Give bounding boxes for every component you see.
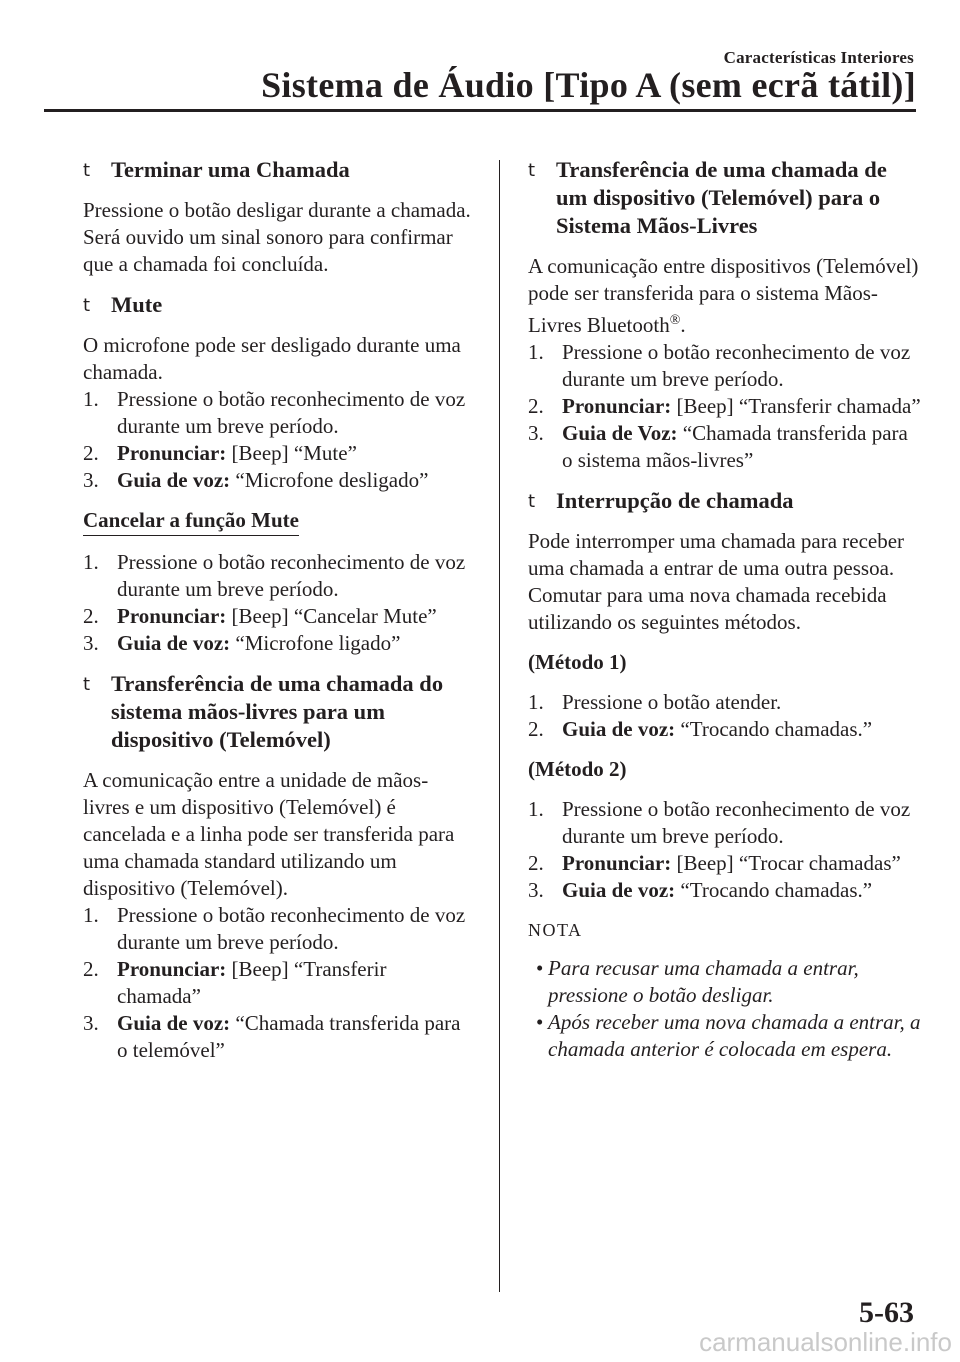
- list-item: [83, 603, 473, 630]
- step-label: Pronunciar:: [117, 604, 227, 628]
- note-heading: NOTA: [528, 920, 583, 940]
- section-title: Transferência de uma chamada de um dispositivo (Telemóvel) para o Sistema Mãos-Livres: [556, 157, 887, 238]
- list-item: [528, 689, 923, 716]
- step-text: [Beep] “Trocar chamadas”: [671, 851, 901, 875]
- step-label: Pronunciar:: [117, 441, 227, 465]
- note-item: [528, 955, 923, 1009]
- step-number: 1.: [528, 797, 544, 821]
- list-item: [83, 549, 473, 603]
- section-heading: [528, 487, 923, 515]
- step-number: 2.: [83, 441, 99, 465]
- section-title: Mute: [111, 292, 163, 317]
- paragraph: Comutar para uma nova chamada recebida utilizando os seguintes métodos.: [528, 583, 887, 634]
- step-number: 3.: [528, 878, 544, 902]
- section-title: Transferência de uma chamada do sistema mãos-livres para um dispositivo (Telemóvel): [111, 671, 444, 752]
- list-item: [528, 877, 923, 904]
- note-text: Para recusar uma chamada a entrar, pressione o botão desligar.: [548, 956, 859, 1007]
- registered-mark: ®: [669, 313, 681, 328]
- list-item: [528, 716, 923, 743]
- steps-list: [83, 386, 473, 494]
- paragraph: A comunicação entre a unidade de mãos-livres e um dispositivo (Telemóvel) é cancelada e a linha pode ser transferida para uma chamada standard utilizando um dispositivo (Telemóvel).: [83, 768, 455, 900]
- page-number: 5-63: [859, 1296, 914, 1329]
- step-number: 1.: [83, 387, 99, 411]
- header-rule: [44, 109, 916, 112]
- paragraph: Pressione o botão desligar durante a chamada. Será ouvido um sinal sonoro para confirmar que a chamada foi concluída.: [83, 198, 471, 276]
- step-label: Guia de voz:: [117, 468, 231, 492]
- step-text: [Beep] “Cancelar Mute”: [226, 604, 437, 628]
- step-text: Pressione o botão reconhecimento de voz durante um breve período.: [117, 550, 466, 601]
- step-text: “Chamada transferida para o telemóvel”: [117, 1011, 461, 1062]
- step-text: Pressione o botão atender.: [562, 690, 782, 714]
- steps-list: [528, 339, 923, 474]
- step-label: Pronunciar:: [562, 394, 672, 418]
- list-item: [528, 393, 923, 420]
- step-number: 2.: [528, 851, 544, 875]
- section-title: Terminar uma Chamada: [111, 157, 350, 182]
- step-number: 2.: [83, 604, 99, 628]
- step-number: 3.: [528, 421, 544, 445]
- step-label: Guia de Voz:: [562, 421, 678, 445]
- step-text: Pressione o botão reconhecimento de voz durante um breve período.: [117, 903, 466, 954]
- steps-list: [528, 689, 923, 743]
- list-item: [528, 339, 923, 393]
- right-column: [528, 156, 923, 1063]
- step-text: [Beep] “Mute”: [226, 441, 357, 465]
- chapter-label: Características Interiores: [723, 48, 914, 67]
- step-label: Pronunciar:: [117, 957, 227, 981]
- step-label: Guia de voz:: [117, 1011, 231, 1035]
- step-label: Guia de voz:: [117, 631, 231, 655]
- step-number: 1.: [528, 340, 544, 364]
- step-text: “Trocando chamadas.”: [675, 717, 873, 741]
- section-marker-icon: t: [83, 160, 91, 181]
- list-item: [528, 796, 923, 850]
- section-heading: [83, 156, 473, 184]
- step-text: “Microfone desligado”: [230, 468, 429, 492]
- list-item: [83, 440, 473, 467]
- note-item: [528, 1009, 923, 1063]
- section-marker-icon: t: [83, 674, 91, 695]
- column-divider: [499, 160, 500, 1292]
- step-text: [Beep] “Transferir chamada”: [671, 394, 921, 418]
- list-item: [83, 1010, 473, 1064]
- watermark: carmanualsonline.info: [699, 1327, 952, 1357]
- step-label: Guia de voz:: [562, 878, 676, 902]
- list-item: [83, 386, 473, 440]
- step-number: 2.: [528, 394, 544, 418]
- list-item: [83, 956, 473, 1010]
- method-heading: (Método 2): [528, 757, 627, 781]
- paragraph-end: .: [680, 313, 686, 337]
- step-number: 2.: [528, 717, 544, 741]
- section-title: Interrupção de chamada: [556, 488, 794, 513]
- list-item: [83, 467, 473, 494]
- section-heading: [83, 670, 473, 754]
- paragraph: Pode interromper uma chamada para receber uma chamada a entrar de uma outra pessoa.: [528, 529, 905, 580]
- paragraph: [528, 253, 923, 339]
- step-number: 1.: [83, 903, 99, 927]
- step-number: 2.: [83, 957, 99, 981]
- step-number: 1.: [83, 550, 99, 574]
- left-column: [83, 156, 473, 1077]
- list-item: [528, 850, 923, 877]
- steps-list: [528, 796, 923, 904]
- step-text: [Beep] “Transferir chamada”: [117, 957, 387, 1008]
- step-label: Guia de voz:: [562, 717, 676, 741]
- step-number: 3.: [83, 468, 99, 492]
- paragraph: O microfone pode ser desligado durante uma chamada.: [83, 333, 461, 384]
- section-marker-icon: t: [528, 491, 536, 512]
- list-item: [83, 630, 473, 657]
- paragraph-text: A comunicação entre dispositivos (Telemóvel) pode ser transferida para o sistema Mãos-Livres Bluetooth: [528, 254, 919, 337]
- step-text: “Trocando chamadas.”: [675, 878, 873, 902]
- section-heading: [83, 291, 473, 319]
- step-label: Pronunciar:: [562, 851, 672, 875]
- step-text: Pressione o botão reconhecimento de voz durante um breve período.: [562, 797, 911, 848]
- section-heading: [528, 156, 923, 240]
- section-marker-icon: t: [528, 160, 536, 181]
- step-text: Pressione o botão reconhecimento de voz durante um breve período.: [562, 340, 911, 391]
- list-item: [83, 902, 473, 956]
- steps-list: [83, 549, 473, 657]
- step-number: 3.: [83, 1011, 99, 1035]
- page-title: Sistema de Áudio [Tipo A (sem ecrã tátil)]: [261, 65, 916, 105]
- bullet-icon: •: [536, 956, 544, 980]
- step-number: 3.: [83, 631, 99, 655]
- step-text: “Microfone ligado”: [230, 631, 401, 655]
- method-heading: (Método 1): [528, 650, 627, 674]
- note-text: Após receber uma nova chamada a entrar, a chamada anterior é colocada em espera.: [548, 1010, 921, 1061]
- step-number: 1.: [528, 690, 544, 714]
- section-marker-icon: t: [83, 295, 91, 316]
- list-item: [528, 420, 923, 474]
- step-text: “Chamada transferida para o sistema mãos-livres”: [562, 421, 908, 472]
- bullet-icon: •: [536, 1010, 544, 1034]
- subheading: Cancelar a função Mute: [83, 507, 299, 536]
- step-text: Pressione o botão reconhecimento de voz durante um breve período.: [117, 387, 466, 438]
- steps-list: [83, 902, 473, 1064]
